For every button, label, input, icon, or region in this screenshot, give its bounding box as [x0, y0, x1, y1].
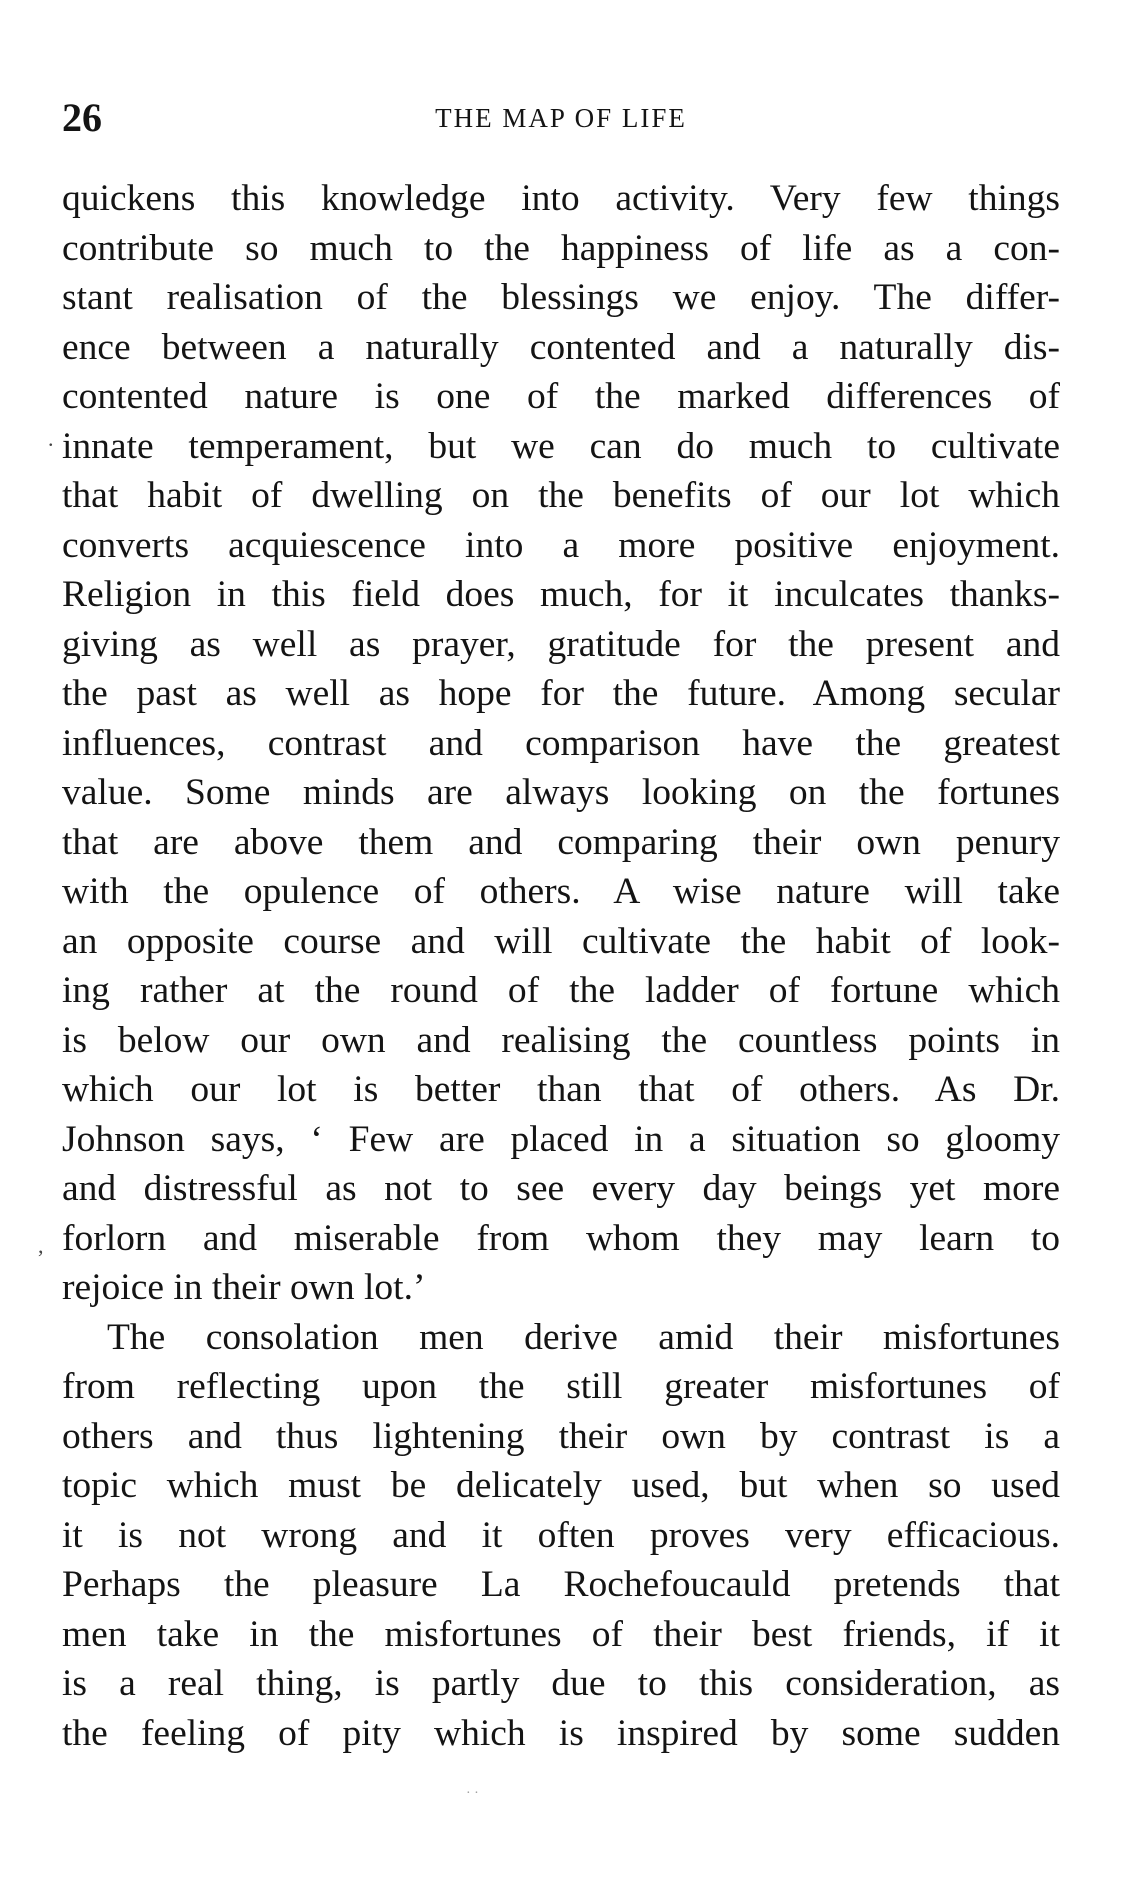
paragraph-1 [62, 174, 1060, 1313]
margin-tick-mark: , [38, 1233, 44, 1258]
text-line: Johnson says, ‘ Few are placed in a situation so gloomy [62, 1118, 1060, 1160]
paragraph-2 [62, 1313, 1060, 1759]
text-line: is a real thing, is partly due to this consideration, as [62, 1663, 1060, 1704]
text-line: it is not wrong and it often proves very efficacious. [62, 1514, 1060, 1556]
text-line: contented nature is one of the marked differences of [62, 376, 1060, 417]
text-line: men take in the misfortunes of their best friends, if it [62, 1613, 1060, 1655]
text-line: Perhaps the pleasure La Rochefoucauld pretends that [62, 1564, 1060, 1605]
text-line: the past as well as hope for the future. Among secular [62, 673, 1060, 714]
text-line: from reflecting upon the still greater misfortunes of [62, 1366, 1060, 1407]
text-line: ing rather at the round of the ladder of fortune which [62, 970, 1060, 1011]
text-line: topic which must be delicately used, but when so used [62, 1465, 1060, 1506]
page-specks-mark: · · [466, 1786, 479, 1801]
text-line: that habit of dwelling on the benefits of our lot which [62, 475, 1060, 516]
text-line: rejoice in their own lot.’ [62, 1267, 426, 1308]
text-line: value. Some minds are always looking on the fortunes [62, 772, 1060, 813]
text-line: quickens this knowledge into activity. Very few things [62, 178, 1060, 219]
text-line: an opposite course and will cultivate the habit of look- [62, 920, 1060, 962]
running-title: THE MAP OF LIFE [435, 103, 687, 133]
text-line: and distressful as not to see every day beings yet more [62, 1168, 1060, 1209]
text-line: which our lot is better than that of others. As Dr. [62, 1069, 1060, 1110]
text-line: influences, contrast and comparison have the greatest [62, 722, 1060, 764]
text-line: The consolation men derive amid their misfortunes [107, 1316, 1060, 1358]
text-line: is below our own and realising the countless points in [62, 1019, 1060, 1061]
margin-dot-mark: . [48, 426, 54, 451]
text-line: that are above them and comparing their own penury [62, 821, 1060, 863]
text-line: the feeling of pity which is inspired by some sudden [62, 1712, 1060, 1754]
text-line: innate temperament, but we can do much to cultivate [62, 425, 1060, 467]
text-line: ence between a naturally contented and a naturally dis- [62, 326, 1060, 368]
text-line: others and thus lightening their own by contrast is a [62, 1415, 1060, 1457]
text-line: converts acquiescence into a more positive enjoyment. [62, 524, 1060, 566]
body-text [62, 174, 1060, 1758]
text-line: with the opulence of others. A wise nature will take [62, 871, 1060, 912]
text-line: forlorn and miserable from whom they may learn to [62, 1217, 1060, 1259]
running-head [62, 92, 1060, 144]
text-line: Religion in this field does much, for it inculcates thanks- [62, 574, 1060, 615]
page-number: 26 [62, 95, 102, 140]
text-line: stant realisation of the blessings we enjoy. The differ- [62, 277, 1060, 318]
text-line: contribute so much to the happiness of life as a con- [62, 227, 1060, 269]
text-line: giving as well as prayer, gratitude for the present and [62, 623, 1060, 665]
